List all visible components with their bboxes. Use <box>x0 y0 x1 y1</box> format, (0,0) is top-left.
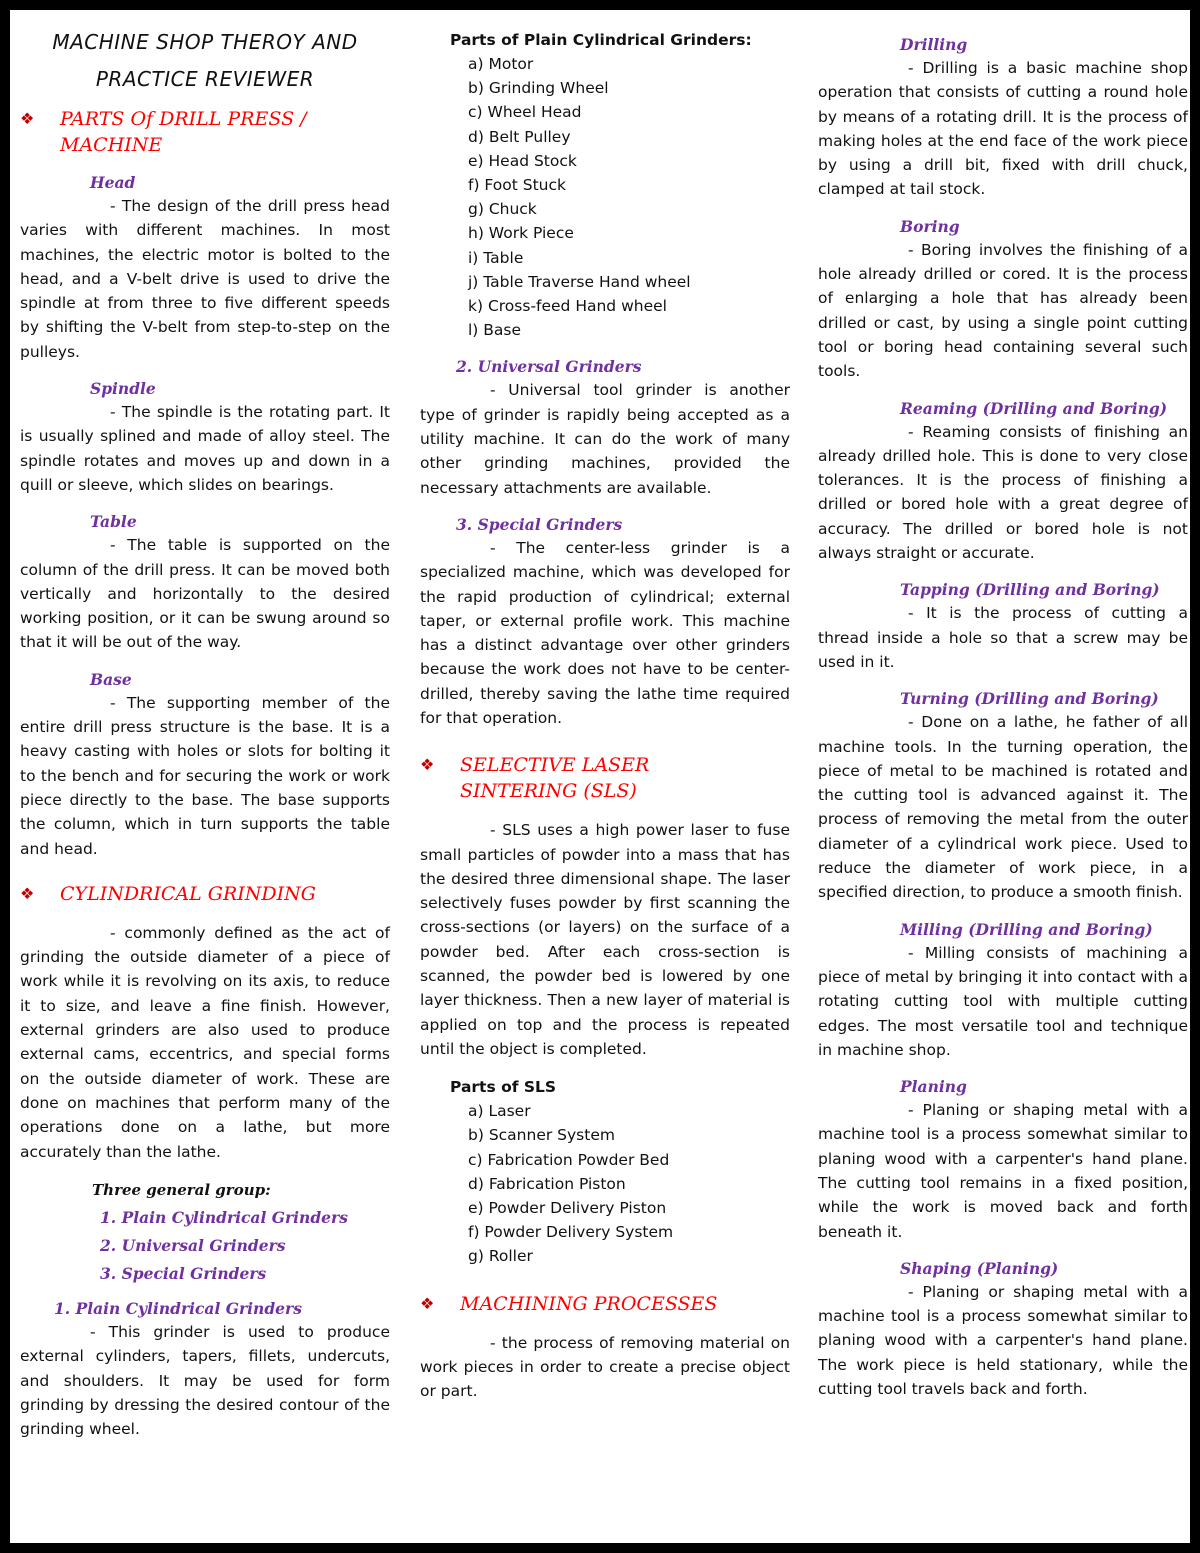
paragraph-reaming: - Reaming consists of finishing an already drilled hole. This is done to very close tolerances. It is the process of finishing a drilled or bored hole with a great degree of accuracy. The drilled or bored hole is not always straight or accurate. <box>818 422 1188 563</box>
paragraph-head: - The design of the drill press head varies with different machines. In most machines, the electric motor is bolted to the head, and a V-belt drive is used to drive the spindle at from three to five different speeds by shifting the V-belt from step-to-step on the pulleys. <box>20 197 390 361</box>
section-heading-machining-processes <box>420 1291 790 1317</box>
paragraph-drilling: - Drilling is a basic machine shop operation that consists of cutting a round hole by means of a rotating drill. It is the process of making holes at the end face of the work piece by using a drill bit, fixed with drill chuck, clamped at tail stock. <box>818 59 1188 199</box>
paragraph-spindle: - The spindle is the rotating part. It is usually splined and made of alloy steel. The spindle rotates and moves up and down in a quill or sleeve, which slides on bearings. <box>20 403 390 494</box>
list-item: k) Cross-feed Hand wheel <box>468 297 667 316</box>
paragraph-table: - The table is supported on the column of the drill press. It can be moved both vertically and horizontally to the desired working position, or it can be swung around so that it will be out of the way. <box>20 536 390 652</box>
list-item: a) Motor <box>468 55 534 73</box>
section-heading-text: SELECTIVE LASER SINTERING (SLS) <box>460 754 650 803</box>
paragraph-universal-grinders: - Universal tool grinder is another type of grinder is rapidly being accepted as a utility machine. It can do the work of many other grinding machines, provided the necessary attachments are available. <box>420 381 790 497</box>
subheading-reaming: Reaming (Drilling and Boring) <box>900 398 1168 418</box>
list-item: d) Fabrication Piston <box>468 1174 626 1193</box>
list-item: l) Base <box>468 321 522 340</box>
groups-heading: Three general group: <box>92 1180 271 1199</box>
group-item: 1. Plain Cylindrical Grinders <box>100 1208 348 1228</box>
paragraph-tapping: - It is the process of cutting a thread inside a hole so that a screw may be used in it. <box>818 604 1188 671</box>
list-item: c) Fabrication Powder Bed <box>468 1150 670 1169</box>
list-item: j) Table Traverse Hand wheel <box>468 272 691 291</box>
subheading-spindle: Spindle <box>90 379 156 399</box>
diamond-bullet-icon: ❖ <box>20 109 35 128</box>
list-item: b) Grinding Wheel <box>468 79 609 98</box>
section-heading-cylindrical-grinding <box>20 881 390 907</box>
list-item: e) Powder Delivery Piston <box>468 1199 667 1218</box>
paragraph-turning: - Done on a lathe, he father of all machine tools. In the turning operation, the piece of metal to be machined is rotated and the cutting tool is advanced against it. The process of removing the metal from the outer diameter of a cylindrical work piece. Used to reduce the diameter of work piece, in a specified direction, to produce a smooth finish. <box>818 713 1188 902</box>
list-item: g) Chuck <box>468 200 537 219</box>
subheading-table: Table <box>90 512 137 532</box>
section-heading-text: MACHINING PROCESSES <box>460 1292 718 1315</box>
subheading-shaping: Shaping (Planing) <box>900 1258 1059 1278</box>
paragraph-boring: - Boring involves the finishing of a hole already drilled or cored. It is the process of enlarging a hole that has already been drilled or cast, by using a single point cutting tool or boring head containing several such tools. <box>818 240 1188 381</box>
subheading-plain-grinders: 1. Plain Cylindrical Grinders <box>54 1299 302 1319</box>
section-heading-text: CYLINDRICAL GRINDING <box>60 882 316 905</box>
list-item: i) Table <box>468 248 524 267</box>
list-item: b) Scanner System <box>468 1126 615 1145</box>
diamond-bullet-icon: ❖ <box>420 1293 435 1313</box>
section-heading-sls <box>420 752 790 804</box>
group-item: 3. Special Grinders <box>100 1264 267 1284</box>
subheading-drilling: Drilling <box>900 35 968 54</box>
column-middle <box>420 28 790 1418</box>
section-heading-drill-press <box>20 106 390 158</box>
group-item: 2. Universal Grinders <box>100 1236 286 1256</box>
list-item: d) Belt Pulley <box>468 127 571 146</box>
subheading-special-grinders: 3. Special Grinders <box>456 514 623 534</box>
subheading-base: Base <box>90 669 132 689</box>
list-item: a) Laser <box>468 1102 531 1121</box>
paragraph-base: - The supporting member of the entire drill press structure is the base. It is a heavy casting with holes or slots for bolting it to the bench and for securing the work or work piece directly to the base. The base supports the column, which in turn supports the table and head. <box>20 693 390 858</box>
subheading-boring: Boring <box>900 216 960 236</box>
subheading-universal-grinders: 2. Universal Grinders <box>456 357 642 377</box>
paragraph-planing: - Planing or shaping metal with a machine tool is a process somewhat similar to planing wood with a carpenter's hand plane. The cutting tool remains in a fixed position, while the work is moved back and forth beneath it. <box>818 1101 1188 1241</box>
parts-sls-list <box>420 1099 790 1268</box>
paragraph-special-grinders: - The center-less grinder is a specialized machine, which was developed for the rapid production of cylindrical; external taper, or external profile work. This machine has a distinct advantage over other grinders because the work does not have to be center-drilled, thereby saving the lathe time required for that operation. <box>420 538 790 727</box>
diamond-bullet-icon: ❖ <box>420 755 435 775</box>
paragraph-shaping: - Planing or shaping metal with a machine tool is a process somewhat similar to planing wood with a carpenter's hand plane. The work piece is held stationary, while the cutting tool travels back and forth. <box>818 1282 1188 1399</box>
column-right <box>818 34 1188 1415</box>
title-line-2: PRACTICE REVIEWER <box>95 67 315 91</box>
parts-plain-grinders-heading: Parts of Plain Cylindrical Grinders: <box>450 31 752 49</box>
subheading-head: Head <box>90 173 136 192</box>
groups-list <box>20 1204 390 1288</box>
list-item: f) Foot Stuck <box>468 176 567 195</box>
list-item: c) Wheel Head <box>468 103 582 122</box>
section-heading-text: PARTS Of DRILL PRESS / MACHINE <box>60 108 307 156</box>
title-line-1: MACHINE SHOP THEROY AND <box>52 30 358 54</box>
list-item: e) Head Stock <box>468 151 577 170</box>
parts-sls-heading: Parts of SLS <box>450 1078 557 1097</box>
paragraph-plain-grinders: - This grinder is used to produce external cylinders, tapers, fillets, undercuts, and shoulders. It may be used for form grinding by dressing the desired contour of the grinding wheel. <box>20 1323 390 1439</box>
parts-plain-grinders-list <box>420 52 790 342</box>
list-item: g) Roller <box>468 1247 533 1266</box>
list-item: f) Powder Delivery System <box>468 1223 674 1242</box>
subheading-turning: Turning (Drilling and Boring) <box>900 689 1159 709</box>
paragraph-milling: - Milling consists of machining a piece of metal by bringing it into contact with a rotating cutting tool with multiple cutting edges. The most versatile tool and technique in machine shop. <box>818 943 1188 1059</box>
subheading-planing: Planing <box>900 1077 967 1097</box>
column-left <box>20 24 390 1456</box>
paragraph-sls: - SLS uses a high power laser to fuse small particles of powder into a mass that has the desired three dimensional shape. The laser selectively fuses powder by first scanning the cross-sections (or layers) on the surface of a powder bed. After each cross-section is scanned, the powder bed is lowered by one layer thickness. Then a new layer of material is applied on top and the process is repeated until the object is completed. <box>420 821 790 1058</box>
document-title <box>20 24 390 98</box>
subheading-tapping: Tapping (Drilling and Boring) <box>900 580 1160 600</box>
subheading-milling: Milling (Drilling and Boring) <box>900 919 1153 939</box>
paragraph-cylindrical-grinding: - commonly defined as the act of grinding the outside diameter of a piece of work while it is revolving on its axis, to reduce it to size, and leave a fine finish. However, external grinders are also used to produce external cams, eccentrics, and special forms on the outside diameter of work. These are done on machines that perform many of the operations done on a lathe, but more accurately than the lathe. <box>20 923 390 1161</box>
diamond-bullet-icon: ❖ <box>20 883 35 903</box>
paragraph-machining-processes: - the process of removing material on work pieces in order to create a precise object or part. <box>420 1333 790 1401</box>
list-item: h) Work Piece <box>468 224 574 243</box>
